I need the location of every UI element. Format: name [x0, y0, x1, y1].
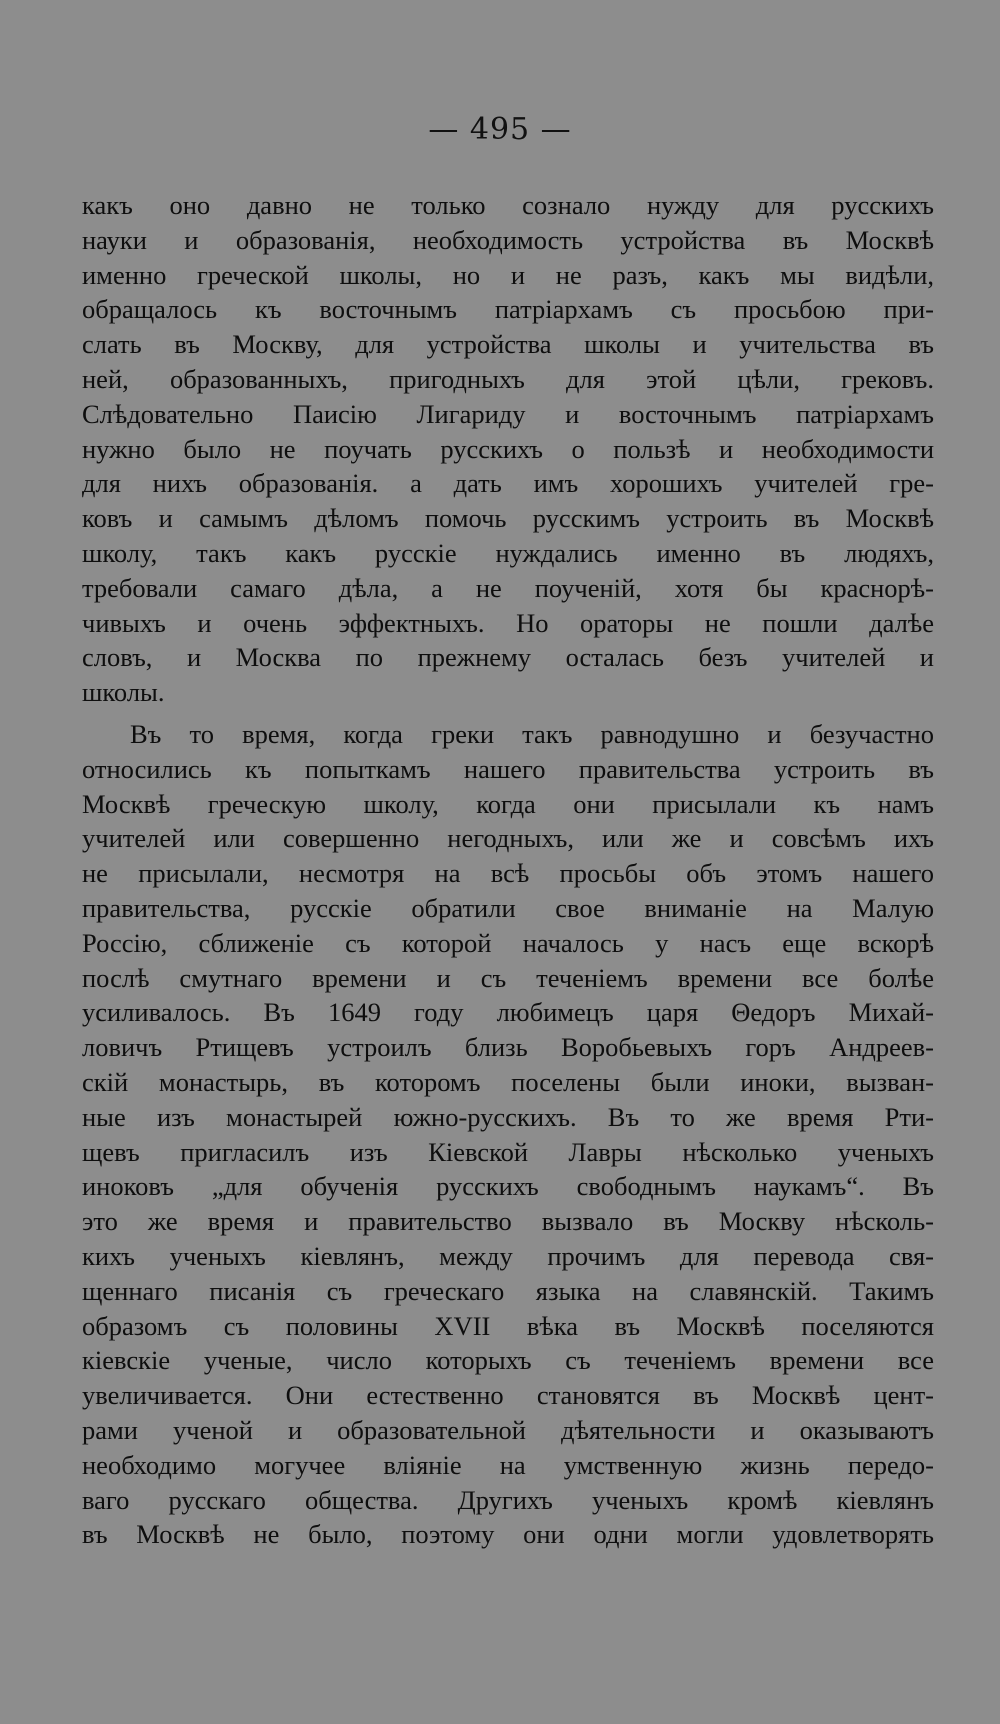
text-line: чивыхъ и очень эффектныхъ. Но ораторы не пошли далѣе	[82, 607, 934, 638]
text-line: именно греческой школы, но и не разъ, какъ мы видѣли,	[82, 259, 934, 290]
text-line: щевъ пригласилъ изъ Кіевской Лавры нѣсколько ученыхъ	[82, 1136, 934, 1167]
text-line: не присылали, несмотря на всѣ просьбы объ этомъ нашего	[82, 858, 934, 889]
text-line: школу, такъ какъ русскіе нуждались именно въ людяхъ,	[82, 537, 934, 568]
text-line: въ Москвѣ не было, поэтому они одни могли удовлетворять	[82, 1519, 934, 1550]
text-line: ней, образованныхъ, пригодныхъ для этой цѣли, грековъ.	[82, 363, 934, 394]
text-line: щеннаго писанія съ греческаго языка на славянскій. Такимъ	[82, 1275, 934, 1306]
text-line: Москвѣ греческую школу, когда они присылали къ намъ	[82, 788, 934, 819]
text-line: словъ, и Москва по прежнему осталась безъ учителей и	[82, 642, 934, 673]
text-line: ваго русскаго общества. Другихъ ученыхъ кромѣ кіевлянъ	[82, 1484, 934, 1515]
text-line: Россію, сближеніе съ которой началось у насъ еще вскорѣ	[82, 927, 934, 958]
text-line: обращалось къ восточнымъ патріархамъ съ просьбою при-	[82, 294, 934, 325]
text-line: кіевскіе ученые, число которыхъ съ теченіемъ времени все	[82, 1345, 934, 1376]
text-line: слать въ Москву, для устройства школы и учительства въ	[82, 329, 934, 360]
text-line: учителей или совершенно негодныхъ, или же и совсѣмъ ихъ	[82, 823, 934, 854]
paragraph-1	[82, 188, 934, 710]
text-line: нужно было не поучать русскихъ о пользѣ и необходимости	[82, 433, 934, 464]
text-line: требовали самаго дѣла, а не поученій, хотя бы краснорѣ-	[82, 572, 934, 603]
text-line: Слѣдовательно Паисію Лигариду и восточнымъ патріархамъ	[82, 398, 934, 429]
text-line: ные изъ монастырей южно-русскихъ. Въ то же время Рти-	[82, 1101, 934, 1132]
text-line: ковъ и самымъ дѣломъ помочь русскимъ устроить въ Москвѣ	[82, 503, 934, 534]
text-line: относились къ попыткамъ нашего правительства устроить въ	[82, 753, 934, 784]
text-line: науки и образованія, необходимость устройства въ Москвѣ	[82, 224, 934, 255]
text-line: образомъ съ половины XVII вѣка въ Москвѣ поселяются	[82, 1310, 934, 1341]
text-line: необходимо могучее вліяніе на умственную жизнь передо-	[82, 1449, 934, 1480]
text-line: иноковъ „для обученія русскихъ свободнымъ наукамъ“. Въ	[82, 1171, 934, 1202]
text-line: усиливалось. Въ 1649 году любимецъ царя Θедоръ Михай-	[82, 997, 934, 1028]
text-line: школы.	[82, 677, 165, 708]
text-line: рами ученой и образовательной дѣятельности и оказываютъ	[82, 1414, 934, 1445]
text-line: ловичъ Ртищевъ устроилъ близь Воробьевыхъ горъ Андреев-	[82, 1032, 934, 1063]
paragraph-2	[82, 717, 934, 1552]
text-line: для нихъ образованія. а дать имъ хорошихъ учителей гре-	[82, 468, 934, 499]
text-line: какъ оно давно не только сознало нужду для русскихъ	[82, 190, 934, 220]
page-number: — 495 —	[428, 112, 572, 147]
text-line: увеличивается. Они естественно становятся въ Москвѣ цент-	[82, 1380, 934, 1411]
text-line: послѣ смутнаго времени и съ теченіемъ времени все болѣе	[82, 962, 934, 993]
text-line: Въ то время, когда греки такъ равнодушно и безучастно	[130, 719, 934, 749]
text-line: правительства, русскіе обратили свое вниманіе на Малую	[82, 892, 934, 923]
text-line: это же время и правительство вызвало въ Москву нѣсколь-	[82, 1206, 934, 1237]
text-line: кихъ ученыхъ кіевлянъ, между прочимъ для перевода свя-	[82, 1240, 934, 1271]
text-line: скій монастырь, въ которомъ поселены были иноки, вызван-	[82, 1066, 934, 1097]
